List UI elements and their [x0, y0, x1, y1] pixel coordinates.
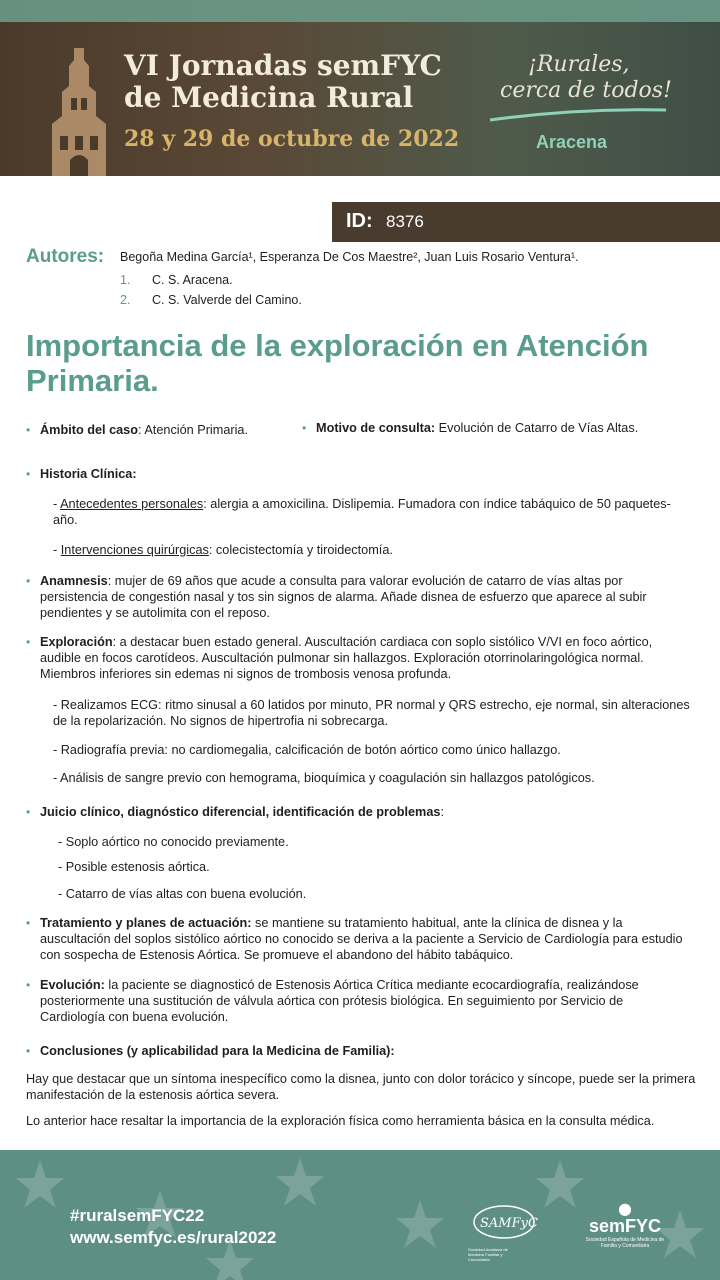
exploracion-text: : a destacar buen estado general. Auscultación cardiaca con soplo sistólico V/VI en foco aórtico, audible en focos carotídeos. Auscultación pulmonar sin hallazgos. Exploración otorrinolaringológica normal. Miembros inferiores sin edemas ni signos de trombosis venosa profunda. — [40, 635, 653, 681]
id-label: ID: — [346, 210, 373, 232]
motivo-paragraph — [316, 420, 706, 436]
footer-url[interactable]: www.semfyc.es/rural2022 — [70, 1228, 277, 1247]
anamnesis-text: : mujer de 69 años que acude a consulta para valorar evolución de catarro de vías altas por persistencia de congestión nasal y tos sin signos de alarma. Añade disnea de esfuerzo que aparece al subir pendientes y se autolimita con el reposo. — [40, 574, 647, 620]
exploracion-item-radiografia: - Radiografía previa: no cardiomegalia, calcificación de botón aórtico como único hallazgo. — [53, 743, 561, 757]
event-town: Aracena — [536, 132, 608, 152]
slogan-line1: ¡Rurales, — [528, 52, 630, 77]
exploracion-paragraph — [40, 634, 690, 682]
anamnesis-paragraph — [40, 573, 690, 621]
juicio-colon: : — [440, 805, 444, 819]
case-title: Importancia de la exploración en Atención Primaria. — [26, 328, 649, 398]
bullet-icon: • — [26, 805, 31, 819]
tratamiento-text: se mantiene su tratamiento habitual, ante la clínica de disnea y la auscultación del soplos sistólico aórtico no conocido se deriva a la paciente a Servicio de Cardiología para estudio con sospecha de Estenosis Aórtica. Se promueve el abandono del hábito tabáquico. — [40, 916, 683, 962]
samfyc-logo-caption: Sociedad Andaluza de Medicina Familiar y Comunitaria — [468, 1247, 508, 1262]
affiliation-text: C. S. Valverde del Camino. — [152, 293, 302, 307]
semfyc-logo-caption: Sociedad Española de Medicina de Familia y Comunitaria — [585, 1237, 665, 1249]
id-box — [332, 202, 720, 242]
bullet-icon: • — [26, 467, 31, 481]
intervenciones-text: : colecistectomía y tiroidectomía. — [208, 543, 393, 557]
samfyc-logo-text: SAMFyC — [480, 1216, 538, 1231]
tratamiento-label: Tratamiento y planes de actuación: — [40, 916, 252, 930]
affiliation-number: 1. — [120, 273, 131, 287]
header-banner — [0, 0, 720, 176]
autores-label: Autores: — [26, 246, 105, 267]
affiliation-2 — [120, 293, 302, 307]
evolucion-paragraph — [40, 977, 690, 1025]
tratamiento-paragraph — [40, 915, 690, 963]
juicio-item-2: - Posible estenosis aórtica. — [58, 860, 210, 874]
event-slogan — [500, 52, 672, 104]
authors-list: Begoña Medina García¹, Esperanza De Cos Maestre², Juan Luis Rosario Ventura¹. — [120, 250, 579, 264]
event-title — [124, 50, 442, 114]
affiliation-1 — [120, 273, 233, 287]
samfyc-logo-icon — [468, 1202, 538, 1242]
bullet-icon: • — [26, 1044, 31, 1058]
antecedentes-text: : alergia a amoxicilina. Dislipemia. Fumadora con índice tabáquico de 50 paquetes-año. — [53, 497, 671, 527]
juicio-item-3: - Catarro de vías altas con buena evolución. — [58, 887, 307, 901]
bullet-icon: • — [26, 574, 31, 588]
bullet-icon: • — [26, 423, 31, 437]
intervenciones-paragraph: - Intervenciones quirúrgicas: colecistectomía y tiroidectomía. — [53, 543, 393, 557]
bullet-icon: • — [26, 978, 31, 992]
semfyc-logo-text: semFYC — [588, 1216, 662, 1236]
id-value: 8376 — [386, 212, 424, 231]
slogan-line2: cerca de todos! — [500, 78, 672, 103]
conclusiones-paragraph-1: Hay que destacar que un síntoma inespecífico como la disnea, junto con dolor torácico y síncope, puede ser la primera manifestación de la estenosis aórtica severa. — [26, 1072, 696, 1102]
semfyc-logo — [580, 1202, 670, 1249]
conclusiones-paragraph-2: Lo anterior hace resaltar la importancia de la exploración física como herramienta básica en la consulta médica. — [26, 1114, 655, 1128]
bullet-icon: • — [302, 421, 307, 435]
motivo-text: Evolución de Catarro de Vías Altas. — [435, 421, 639, 435]
juicio-label: Juicio clínico, diagnóstico diferencial, identificación de problemas — [40, 805, 441, 819]
affiliation-number: 2. — [120, 293, 131, 307]
antecedentes-label: Antecedentes personales — [60, 497, 204, 511]
event-title-line2: de Medicina Rural — [124, 81, 414, 114]
ambito-text: : Atención Primaria. — [138, 423, 249, 437]
ambito-label: Ámbito del caso — [40, 423, 138, 437]
motivo-label: Motivo de consulta: — [316, 421, 436, 435]
church-tower-illustration — [44, 46, 114, 176]
bullet-icon: • — [26, 635, 31, 649]
swoosh-decoration — [488, 104, 668, 124]
event-date: 28 y 29 de octubre de 2022 — [124, 126, 460, 152]
header-top-band — [0, 0, 720, 22]
semfyc-logo-icon: ⬤ — [618, 1202, 632, 1216]
juicio-item-1: - Soplo aórtico no conocido previamente. — [58, 835, 289, 849]
evolucion-label: Evolución: — [40, 978, 105, 992]
footer-banner — [0, 1150, 720, 1280]
conclusiones-label: Conclusiones (y aplicabilidad para la Medicina de Familia): — [40, 1044, 395, 1058]
event-title-line1: VI Jornadas semFYC — [124, 49, 442, 82]
anamnesis-label: Anamnesis — [40, 574, 108, 588]
exploracion-item-ecg: - Realizamos ECG: ritmo sinusal a 60 latidos por minuto, PR normal y QRS estrecho, eje normal, sin alteraciones de la repolarización. No signos de hipertrofia ni sobrecarga. — [53, 698, 690, 728]
affiliation-text: C. S. Aracena. — [152, 273, 233, 287]
ambito-paragraph — [40, 422, 290, 438]
antecedentes-paragraph: - Antecedentes personales: alergia a amoxicilina. Dislipemia. Fumadora con índice tabáquico de 50 paquetes-año. — [53, 497, 671, 527]
intervenciones-label: Intervenciones quirúrgicas — [60, 543, 209, 557]
samfyc-logo — [468, 1202, 538, 1262]
exploracion-label: Exploración — [40, 635, 113, 649]
bullet-icon: • — [26, 916, 31, 930]
evolucion-text: la paciente se diagnosticó de Estenosis Aórtica Crítica mediante ecocardiografía, realizándose posteriormente una sustitución de válvula aórtica con prótesis biológica. En seguimiento por Servicio de Cardiología con buena evolución. — [40, 978, 639, 1024]
footer-hashtag: #ruralsemFYC22 — [70, 1206, 205, 1225]
exploracion-item-analisis: - Análisis de sangre previo con hemograma, bioquímica y coagulación sin hallazgos patológicos. — [53, 771, 595, 785]
historia-label: Historia Clínica: — [40, 467, 137, 481]
juicio-paragraph — [40, 804, 690, 820]
